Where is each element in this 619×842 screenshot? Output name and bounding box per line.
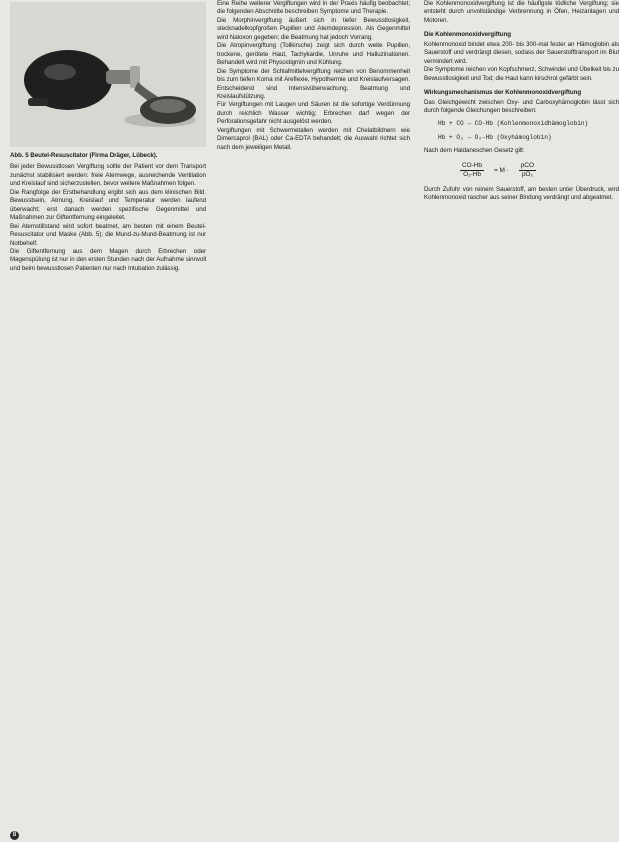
- paragraph: Vergiftungen mit Schwermetallen werden mit Chelatbildnern wie Dimercaprol (BAL) oder Ca-EDTA behandelt; die Auswahl richtet sich nach dem jeweiligen Metall.: [217, 126, 410, 151]
- equation: Hb + O₂ → O₂-Hb (Oxyhämoglobin): [438, 133, 552, 141]
- fraction-numerator: CO-Hb: [460, 162, 484, 171]
- section-heading: Die Kohlenmonoxidvergiftung: [424, 31, 511, 39]
- paragraph: Durch Zufuhr von reinem Sauerstoff, am besten unter Überdruck, wird Kohlenmonoxid rascher aus seiner Bindung verdrängt und abgeatmet.: [424, 185, 619, 202]
- fraction-denominator: pO₂: [521, 171, 533, 179]
- paragraph: Das Gleichgewicht zwischen Oxy- und Carboxyhämoglobin lässt sich durch folgende Gleichungen beschreiben:: [424, 98, 619, 114]
- paragraph: Die Giftentfernung aus dem Magen durch Erbrechen oder Magenspülung ist nur in den ersten Stunden nach der Aufnahme sinnvoll und beim bewusstlosen Patienten nur nach Intubation zulässig.: [10, 247, 206, 272]
- paragraph: Die Symptome reichen von Kopfschmerz, Schwindel und Übelkeit bis zu Bewusstlosigkeit und Tod; die Haut kann kirschrot gefärbt sein.: [424, 66, 619, 82]
- equation: Hb + CO → CO-Hb (Kohlenmonoxidhämoglobin): [438, 120, 589, 128]
- fraction-numerator: pCO: [519, 162, 536, 171]
- middle-column: [217, 0, 410, 842]
- equation-operator: = M ·: [493, 166, 509, 174]
- paragraph: Kohlenmonoxid bindet etwa 200- bis 300-mal fester an Hämoglobin als Sauerstoff und verdrängt diesen, sodass der Sauerstofftransport im Blut vermindert wird.: [424, 40, 619, 65]
- resuscitator-illustration: [10, 2, 206, 147]
- haldane-equation: [454, 162, 619, 180]
- paragraph: Nach dem Haldaneschen Gesetz gilt:: [424, 147, 525, 155]
- fraction-denominator: O₂-Hb: [463, 171, 481, 179]
- page-marker: 8: [10, 831, 19, 840]
- paragraph: Für Vergiftungen mit Laugen und Säuren ist die sofortige Verdünnung durch reichlich Wasser wichtig; Erbrechen darf wegen der Perforationsgefahr nicht ausgelöst werden.: [217, 101, 410, 126]
- paragraph: Die Morphinvergiftung äußert sich in tiefer Bewusstlosigkeit, stecknadelkopfgroßen Pupillen und Atemdepression. Als Gegenmittel wird Naloxon gegeben; die Beatmung hat jedoch Vorrang.: [217, 16, 410, 41]
- paragraph: Die Rangfolge der Erstbehandlung ergibt sich aus dem klinischen Bild. Bewusstsein, Atmung, Kreislauf und Temperatur werden laufend überwacht; erst danach werden spezifische Gegenmittel und Maßnahmen zur Giftentfernung eingeleitet.: [10, 188, 206, 222]
- fraction: [460, 162, 484, 180]
- section-heading: Wirkungsmechanismus der Kohlenmonoxidvergiftung: [424, 89, 582, 97]
- paragraph: Bei jeder Bewusstlosen Vergiftung sollte der Patient vor dem Transport zunächst stabilisiert werden: freie Atemwege, ausreichende Ventilation und Kreislauf sind sicherzustellen, bevor weitere Maßnahmen folgen.: [10, 163, 206, 188]
- figure-caption: Abb. 5 Beutel-Resuscitator (Firma Dräger, Lübeck).: [10, 152, 158, 159]
- paragraph: Die Symptome der Schlafmittelvergiftung reichen von Benommenheit bis zum tiefen Koma mit Areflexie, Hypothermie und Kreislaufversagen. Entscheidend sind Intensivüberwachung, Beatmung und Kreislaufstützung.: [217, 67, 410, 100]
- right-column: [424, 0, 619, 842]
- fraction: [519, 162, 536, 180]
- paragraph: Bei Atemstillstand wird sofort beatmet, am besten mit einem Beutel-Resuscitator und Maske (Abb. 5); die Mund-zu-Mund-Beatmung ist nur Notbehelf.: [10, 222, 206, 247]
- paragraph: Die Kohlenmonoxidvergiftung ist die häufigste tödliche Vergiftung; sie entsteht durch unvollständige Verbrennung in Öfen, Heizanlagen und Motoren.: [424, 0, 619, 24]
- paragraph: Die Atropinvergiftung (Tollkirsche) zeigt sich durch weite Pupillen, trockene, gerötete Haut, Tachykardie, Unruhe und Halluzinationen. Behandelt wird mit Physostigmin und Kühlung.: [217, 42, 410, 67]
- paragraph: Eine Reihe weiterer Vergiftungen wird in der Praxis häufig beobachtet; die folgenden Abschnitte beschreiben Symptome und Therapie.: [217, 0, 410, 16]
- resuscitator-figure: [10, 2, 206, 147]
- left-column: [10, 0, 206, 842]
